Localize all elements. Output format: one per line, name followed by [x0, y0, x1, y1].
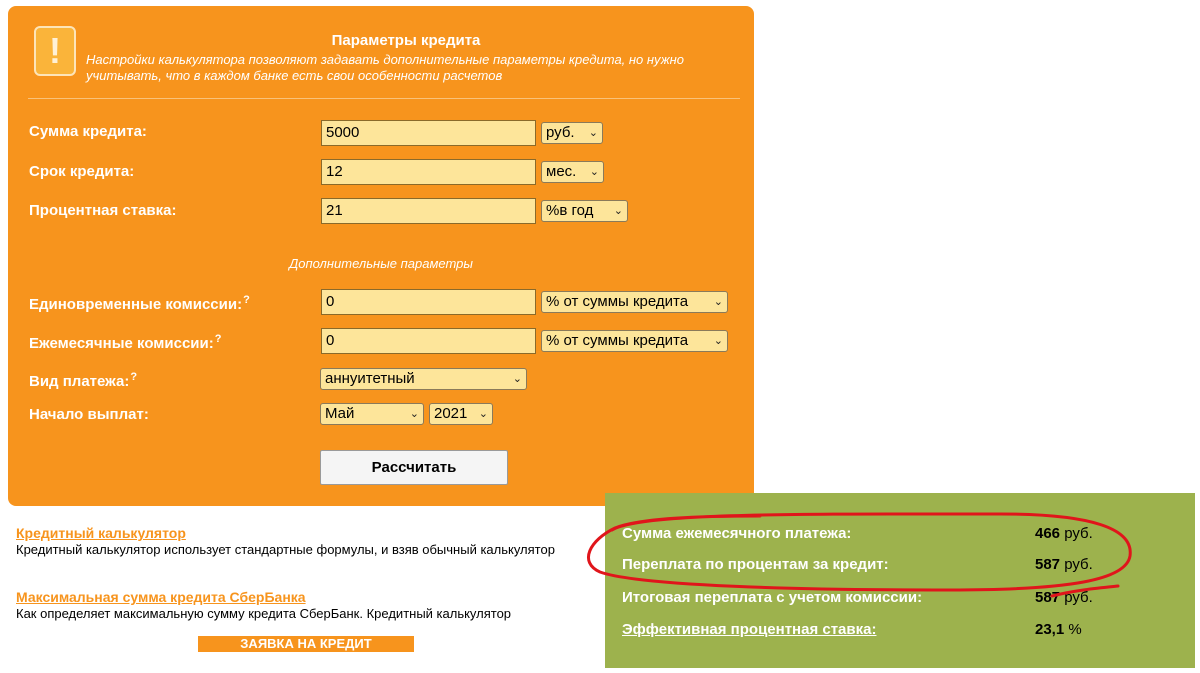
one-time-fee-text: Единовременные комиссии:: [29, 296, 243, 313]
results-panel: [605, 493, 1195, 668]
link-max-loan-sberbank[interactable]: Максимальная сумма кредита СберБанка: [16, 589, 306, 605]
monthly-fee-unit-select[interactable]: [541, 330, 728, 352]
divider: [28, 98, 740, 99]
select-value: аннуитетный: [325, 370, 415, 387]
select-value: %в год: [546, 202, 594, 219]
chevron-down-icon: ⌄: [713, 296, 723, 308]
total-overpayment-label: Итоговая переплата с учетом комиссии:: [622, 589, 923, 606]
result-number: 23,1: [1035, 621, 1065, 638]
payment-type-text: Вид платежа:: [29, 373, 130, 390]
one-time-fee-label: [29, 294, 250, 313]
start-date-label: Начало выплат:: [29, 406, 149, 423]
loan-amount-input[interactable]: 5000: [321, 120, 536, 146]
result-number: 587: [1035, 589, 1061, 606]
effective-rate-value: [1035, 621, 1082, 638]
loan-term-label: Срок кредита:: [29, 163, 135, 180]
result-unit: руб.: [1064, 589, 1093, 606]
chevron-down-icon: ⌄: [512, 373, 522, 385]
result-unit: %: [1068, 621, 1082, 638]
one-time-fee-input[interactable]: 0: [321, 289, 536, 315]
monthly-fee-text: Ежемесячные комиссии:: [29, 335, 214, 352]
loan-term-input[interactable]: 12: [321, 159, 536, 185]
one-time-fee-unit-select[interactable]: [541, 291, 728, 313]
chevron-down-icon: ⌄: [589, 166, 599, 178]
exclamation-icon: !: [34, 26, 76, 76]
effective-rate-link[interactable]: Эффективная процентная ставка:: [622, 621, 877, 638]
chevron-down-icon: ⌄: [713, 335, 723, 347]
select-value: % от суммы кредита: [546, 332, 689, 349]
result-unit: руб.: [1064, 525, 1093, 542]
start-month-select[interactable]: [320, 403, 424, 425]
interest-overpayment-label: Переплата по процентам за кредит:: [622, 556, 889, 573]
link-max-loan-sberbank-desc: Как определяет максимальную сумму кредита СберБанк. Кредитный калькулятор: [16, 606, 512, 621]
help-icon[interactable]: ?: [130, 371, 138, 383]
monthly-payment-value: [1035, 525, 1093, 542]
payment-type-label: [29, 371, 137, 390]
total-overpayment-value: [1035, 589, 1093, 606]
additional-params-heading: Дополнительные параметры: [289, 256, 473, 271]
panel-title: Параметры кредита: [331, 32, 481, 49]
monthly-fee-label: [29, 333, 221, 352]
result-number: 466: [1035, 525, 1061, 542]
interest-rate-input[interactable]: 21: [321, 198, 536, 224]
monthly-payment-label: Сумма ежемесячного платежа:: [622, 525, 852, 542]
loan-amount-label: Сумма кредита:: [29, 123, 147, 140]
interest-rate-unit-select[interactable]: [541, 200, 628, 222]
select-value: 2021: [434, 405, 468, 422]
chevron-down-icon: ⌄: [613, 205, 623, 217]
help-icon[interactable]: ?: [214, 333, 222, 345]
select-value: % от суммы кредита: [546, 293, 689, 310]
panel-description: Настройки калькулятора позволяют задавать дополнительные параметры кредита, но нужно учитывать, что в каждом банке есть свои особенности расчетов: [86, 52, 685, 83]
loan-amount-currency-select[interactable]: [541, 122, 603, 144]
link-credit-calculator[interactable]: Кредитный калькулятор: [16, 525, 186, 541]
calculate-button[interactable]: Рассчитать: [320, 450, 508, 485]
apply-for-loan-button[interactable]: ЗАЯВКА НА КРЕДИТ: [198, 636, 414, 652]
select-value: мес.: [546, 163, 577, 180]
select-value: Май: [325, 405, 355, 422]
payment-type-select[interactable]: [320, 368, 527, 390]
monthly-fee-input[interactable]: 0: [321, 328, 536, 354]
loan-term-unit-select[interactable]: [541, 161, 604, 183]
chevron-down-icon: ⌄: [409, 408, 419, 420]
start-year-select[interactable]: [429, 403, 493, 425]
interest-rate-label: Процентная ставка:: [29, 202, 177, 219]
select-value: руб.: [546, 124, 575, 141]
interest-overpayment-value: [1035, 556, 1093, 573]
loan-parameters-panel: [8, 6, 754, 506]
chevron-down-icon: ⌄: [478, 408, 488, 420]
result-number: 587: [1035, 556, 1061, 573]
result-unit: руб.: [1064, 556, 1093, 573]
link-credit-calculator-desc: Кредитный калькулятор использует стандартные формулы, и взяв обычный калькулятор: [16, 542, 555, 557]
help-icon[interactable]: ?: [243, 294, 250, 306]
chevron-down-icon: ⌄: [588, 127, 598, 139]
